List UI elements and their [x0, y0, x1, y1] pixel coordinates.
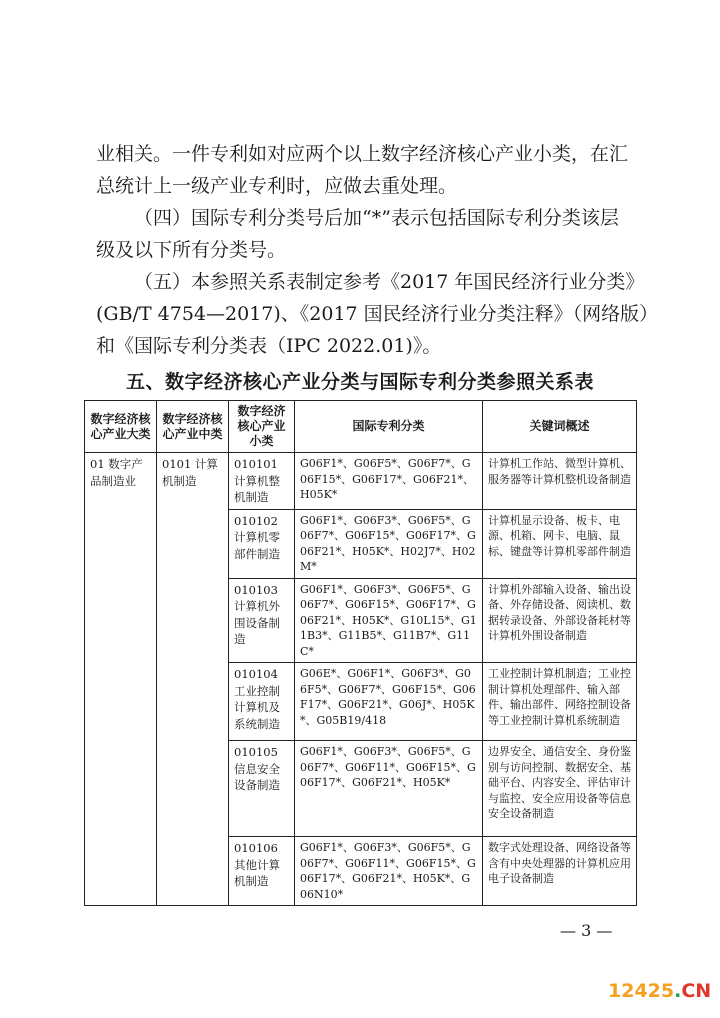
watermark-number: 12425: [608, 980, 675, 1002]
minor-category-cell: 010106 其他计算机制造: [229, 837, 295, 906]
minor-category-cell: 010102 计算机零部件制造: [229, 509, 295, 578]
ipc-cell: G06F1*、G06F3*、G06F5*、G06F7*、G06F11*、G06F15*、G06F17*、G06F21*、H05K*、G06N10*: [295, 837, 483, 906]
minor-category-cell: 010101 计算机整机制造: [229, 453, 295, 510]
paragraph-ipc-asterisk-note: [96, 202, 642, 266]
page-number: — 3 —: [560, 921, 613, 940]
minor-category-cell: 010103 计算机外围设备制造: [229, 578, 295, 663]
header-middle-category: 数字经济核心产业中类: [157, 401, 229, 453]
table-header-row: [85, 401, 637, 453]
paragraph-line: （四）国际专利分类号后加“*”表示包括国际专利分类该层: [134, 207, 619, 229]
header-ipc: 国际专利分类: [295, 401, 483, 453]
reference-table: [84, 400, 637, 906]
table-body: [85, 453, 637, 906]
keywords-cell: 计算机工作站、微型计算机、服务器等计算机整机设备制造: [483, 453, 637, 510]
keywords-cell: 计算机外部输入设备、输出设备、外存储设备、阅读机、数据转录设备、外部设备耗材等计算机外围设备制造: [483, 578, 637, 663]
ipc-cell: G06E*、G06F1*、G06F3*、G06F5*、G06F7*、G06F15*、G06F17*、G06F21*、G06J*、H05K*、G05B19/418: [295, 663, 483, 741]
minor-category-cell: 010105 信息安全设备制造: [229, 741, 295, 837]
keywords-cell: 工业控制计算机制造；工业控制计算机处理部件、输入部件、输出部件、网络控制设备等工业控制计算机系统制造: [483, 663, 637, 741]
ipc-cell: G06F1*、G06F5*、G06F7*、G06F15*、G06F17*、G06F21*、H05K*: [295, 453, 483, 510]
ipc-cell: G06F1*、G06F3*、G06F5*、G06F7*、G06F11*、G06F15*、G06F17*、G06F21*、H05K*: [295, 741, 483, 837]
keywords-cell: 计算机显示设备、板卡、电源、机箱、网卡、电脑、鼠标、键盘等计算机零部件制造: [483, 509, 637, 578]
site-watermark: [608, 980, 711, 1002]
header-minor-category: 数字经济核心产业小类: [229, 401, 295, 453]
major-category-cell: 01 数字产品制造业: [85, 453, 157, 906]
paragraph-dedup-note: [96, 138, 642, 202]
paragraph-line: (GB/T 4754—2017)、《2017 国民经济行业分类注释》（网络版）: [96, 303, 659, 325]
watermark-dot: .: [674, 980, 682, 1002]
keywords-cell: 边界安全、通信安全、身份鉴别与访问控制、数据安全、基础平台、内容安全、评估审计与监控、安全应用设备等信息安全设备制造: [483, 741, 637, 837]
section-title: 五、数字经济核心产业分类与国际专利分类参照关系表: [125, 371, 594, 393]
ipc-cell: G06F1*、G06F3*、G06F5*、G06F7*、G06F15*、G06F17*、G06F21*、H05K*、G10L15*、G11B3*、G11B5*、G11B7*、G11C*: [295, 578, 483, 663]
header-major-category: 数字经济核心产业大类: [85, 401, 157, 453]
paragraph-line: 和《国际专利分类表（IPC 2022.01)》。: [96, 335, 442, 357]
header-keywords: 关键词概述: [483, 401, 637, 453]
minor-category-cell: 010104 工业控制计算机及系统制造: [229, 663, 295, 741]
paragraph-line: 业相关。一件专利如对应两个以上数字经济核心产业小类，在汇: [96, 143, 629, 165]
paragraph-line: 级及以下所有分类号。: [96, 239, 287, 261]
watermark-tld: CN: [681, 980, 712, 1002]
keywords-cell: 数字式处理设备、网络设备等含有中央处理器的计算机应用电子设备制造: [483, 837, 637, 906]
paragraph-references: [96, 266, 659, 362]
table-row: [85, 453, 637, 510]
paragraph-line: 总统计上一级产业专利时，应做去重处理。: [96, 175, 458, 197]
paragraph-line: （五）本参照关系表制定参考《2017 年国民经济行业分类》: [134, 271, 645, 293]
middle-category-cell: 0101 计算机制造: [157, 453, 229, 906]
ipc-cell: G06F1*、G06F3*、G06F5*、G06F7*、G06F15*、G06F17*、G06F21*、H05K*、H02J7*、H02M*: [295, 509, 483, 578]
